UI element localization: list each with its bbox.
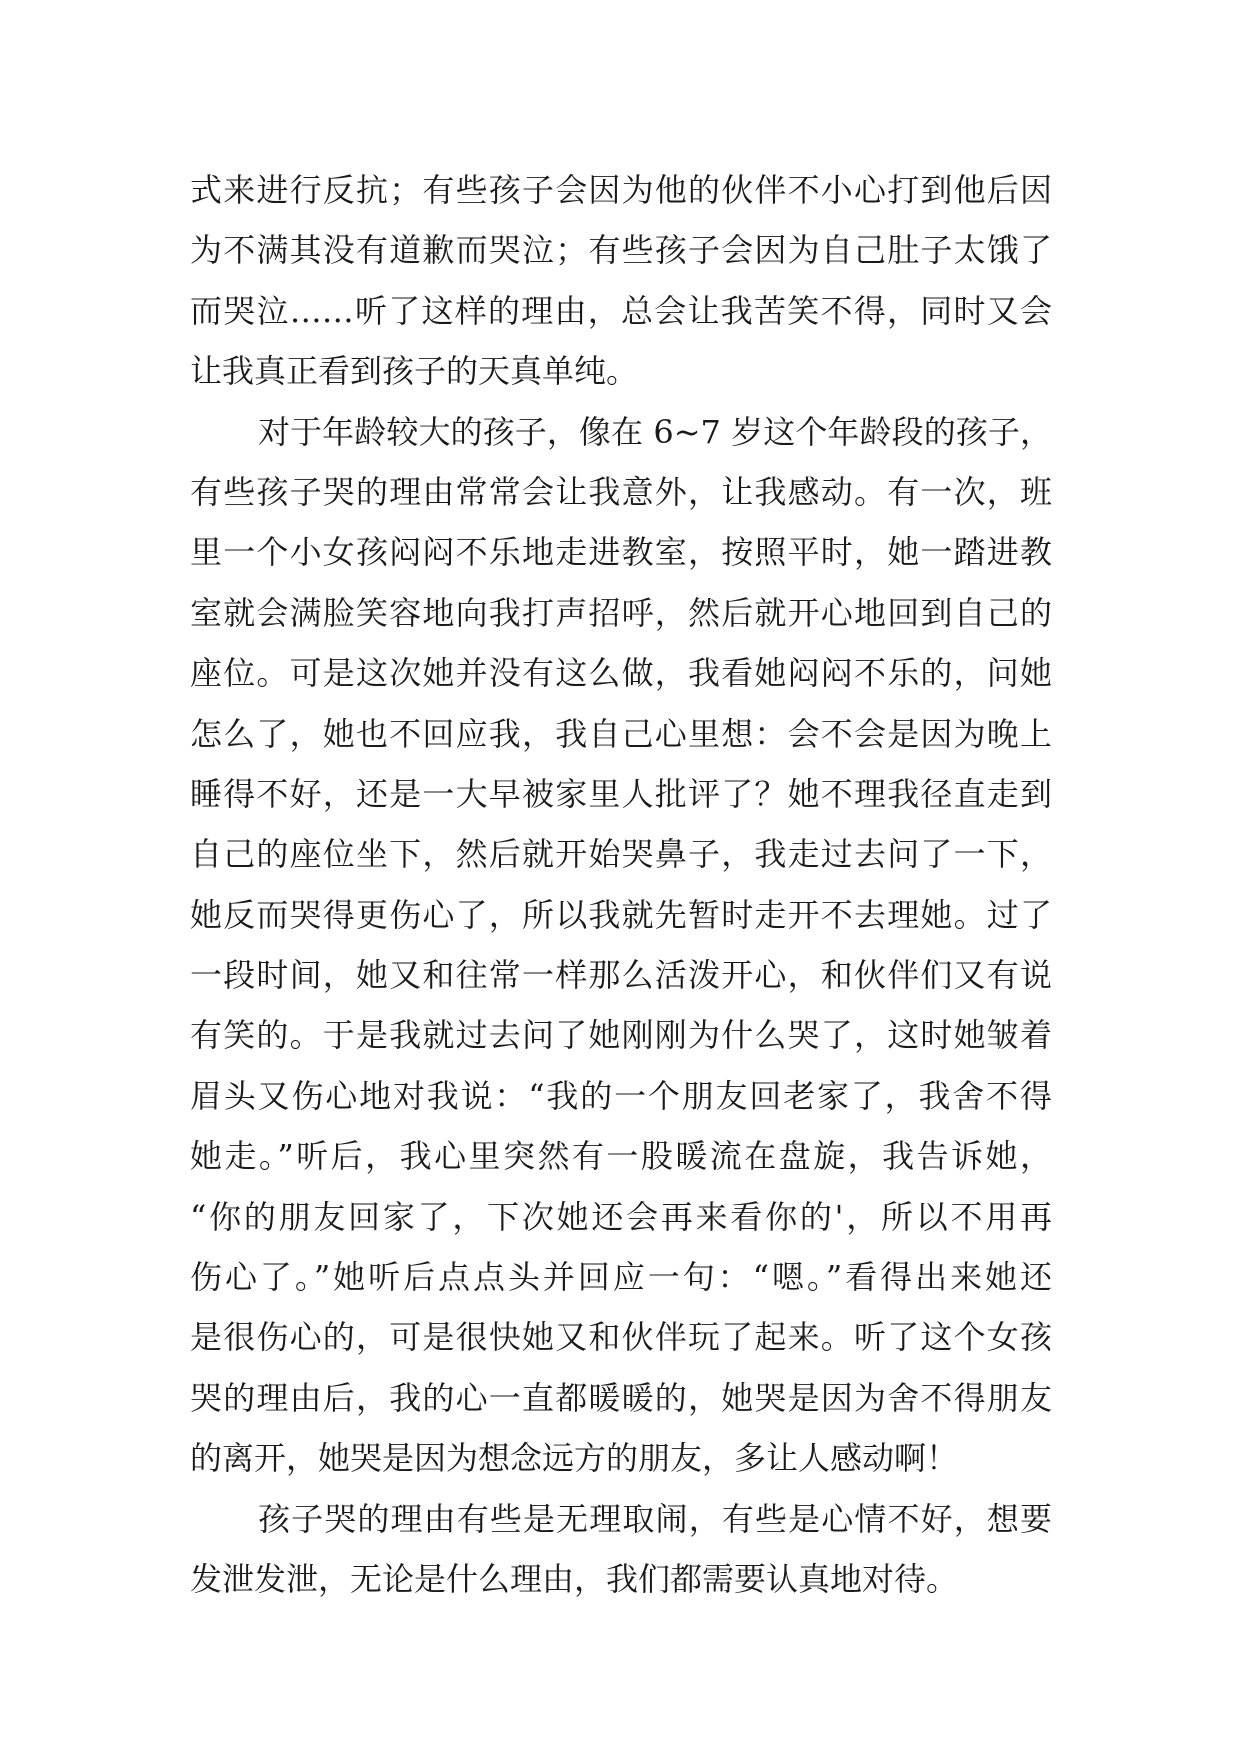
- text-line: 室就会满脸笑容地向我打声招呼，然后就开心地回到自己的: [190, 593, 1052, 632]
- text-line: 对于年龄较大的孩子，像在 6~7 岁这个年龄段的孩子，: [258, 412, 1052, 451]
- paragraph-1: [190, 160, 1052, 402]
- text-line: 睡得不好，还是一大早被家里人批评了？她不理我径直走到: [190, 774, 1052, 813]
- text-line: 里一个小女孩闷闷不乐地走进教室，按照平时，她一踏进教: [190, 533, 1052, 572]
- paragraph-3: [190, 1489, 1052, 1610]
- text-line: 为不满其没有道歉而哭泣；有些孩子会因为自己肚子太饿了: [190, 231, 1052, 270]
- text-line: 发泄发泄，无论是什么理由，我们都需要认真地对待。: [190, 1559, 959, 1598]
- paragraph-2: [190, 402, 1052, 1489]
- text-line: 式来进行反抗；有些孩子会因为他的伙伴不小心打到他后因: [190, 171, 1052, 209]
- text-line: 她反而哭得更伤心了，所以我就先暂时走开不去理她。过了: [190, 895, 1052, 934]
- text-line: “你的朋友回家了，下次她还会再来看你的'，所以不用再: [190, 1197, 1052, 1236]
- text-line: 有笑的。于是我就过去问了她刚刚为什么哭了，这时她皱着: [190, 1016, 1052, 1055]
- text-line: 怎么了，她也不回应我，我自己心里想：会不会是因为晚上: [190, 714, 1052, 753]
- text-line: 而哭泣……听了这样的理由，总会让我苦笑不得，同时又会: [190, 291, 1052, 330]
- text-line: 哭的理由后，我的心一直都暖暖的，她哭是因为舍不得朋友: [190, 1378, 1052, 1417]
- body-text: [190, 160, 1052, 1609]
- text-line: 眉头又伤心地对我说：“我的一个朋友回老家了，我舍不得: [190, 1076, 1052, 1115]
- text-line: 孩子哭的理由有些是无理取闹，有些是心情不好，想要: [258, 1499, 1052, 1538]
- text-line: 有些孩子哭的理由常常会让我意外，让我感动。有一次，班: [190, 472, 1052, 511]
- text-line: 让我真正看到孩子的天真单纯。: [190, 352, 639, 391]
- text-line: 是很伤心的，可是很快她又和伙伴玩了起来。听了这个女孩: [190, 1318, 1052, 1357]
- text-line: 她走。”听后，我心里突然有一股暖流在盘旋，我告诉她，: [190, 1137, 1052, 1176]
- text-line: 座位。可是这次她并没有这么做，我看她闷闷不乐的，问她: [190, 654, 1052, 693]
- text-line: 自己的座位坐下，然后就开始哭鼻子，我走过去问了一下，: [190, 835, 1052, 874]
- text-line: 一段时间，她又和往常一样那么活泼开心，和伙伴们又有说: [190, 956, 1052, 995]
- text-line: 的离开，她哭是因为想念远方的朋友，多让人感动啊！: [190, 1439, 959, 1478]
- text-line: 伤心了。”她听后点点头并回应一句：“嗯。”看得出来她还: [190, 1258, 1052, 1297]
